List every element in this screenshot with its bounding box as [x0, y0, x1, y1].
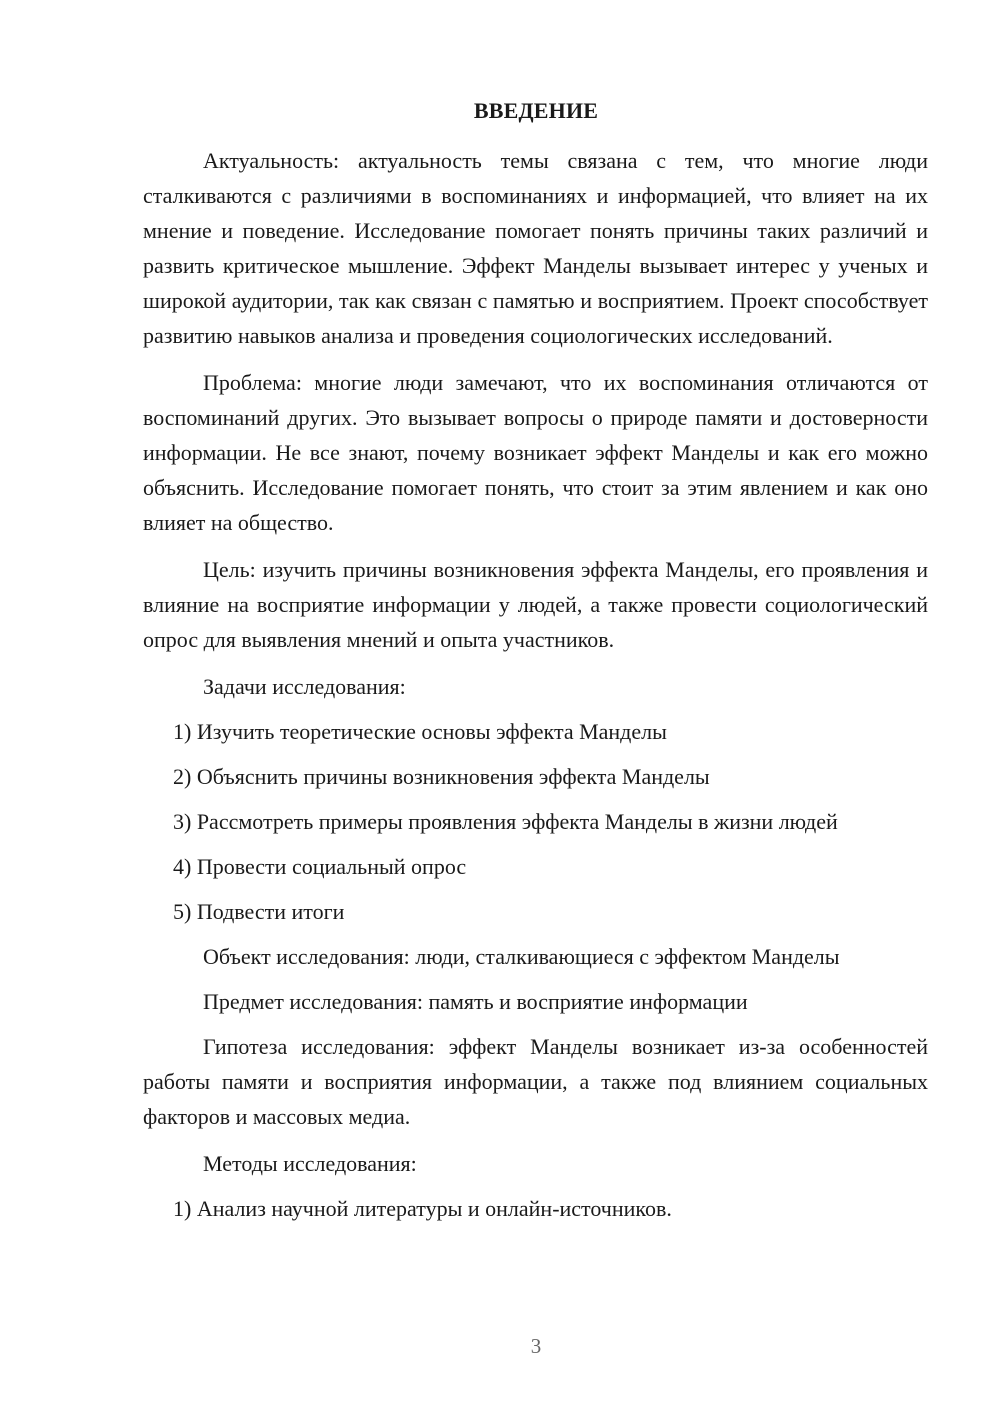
methods-list	[143, 1191, 928, 1226]
list-item: 4) Провести социальный опрос	[173, 854, 467, 879]
tasks-list	[143, 714, 928, 929]
list-item: 1) Изучить теоретические основы эффекта Манделы	[173, 719, 667, 744]
paragraph-object: Объект исследования: люди, сталкивающиеся с эффектом Манделы	[203, 944, 840, 969]
methods-heading: Методы исследования:	[203, 1151, 417, 1176]
page-title: ВВЕДЕНИЕ	[473, 98, 599, 123]
paragraph-problem: Проблема: многие люди замечают, что их воспоминания отличаются от воспоминаний других. Это вызывает вопросы о природе памяти и достоверности информации. Не все знают, почему возникает эффект Манделы и как его можно объяснить. Исследование помогает понять, что стоит за этим явлением и как оно влияет на общество.	[143, 370, 928, 535]
list-item: 1) Анализ научной литературы и онлайн-источников.	[173, 1196, 672, 1221]
paragraph-goal: Цель: изучить причины возникновения эффекта Манделы, его проявления и влияние на восприятие информации у людей, а также провести социологический опрос для выявления мнений и опыта участников.	[143, 557, 928, 652]
document-body	[143, 143, 928, 1236]
page-number: 3	[530, 1334, 542, 1358]
paragraph-hypothesis: Гипотеза исследования: эффект Манделы возникает из-за особенностей работы памяти и восприятия информации, а также под влиянием социальных факторов и массовых медиа.	[143, 1034, 928, 1129]
paragraph-subject: Предмет исследования: память и восприятие информации	[203, 989, 748, 1014]
list-item: 2) Объяснить причины возникновения эффекта Манделы	[173, 764, 710, 789]
list-item: 5) Подвести итоги	[173, 899, 345, 924]
paragraph-relevance: Актуальность: актуальность темы связана с тем, что многие люди сталкиваются с различиями в воспоминаниях и информацией, что влияет на их мнение и поведение. Исследование помогает понять причины таких различий и развить критическое мышление. Эффект Манделы вызывает интерес у ученых и широкой аудитории, так как связан с памятью и восприятием. Проект способствует развитию навыков анализа и проведения социологических исследований.	[143, 148, 928, 348]
tasks-heading: Задачи исследования:	[203, 674, 406, 699]
list-item: 3) Рассмотреть примеры проявления эффекта Манделы в жизни людей	[173, 809, 838, 834]
